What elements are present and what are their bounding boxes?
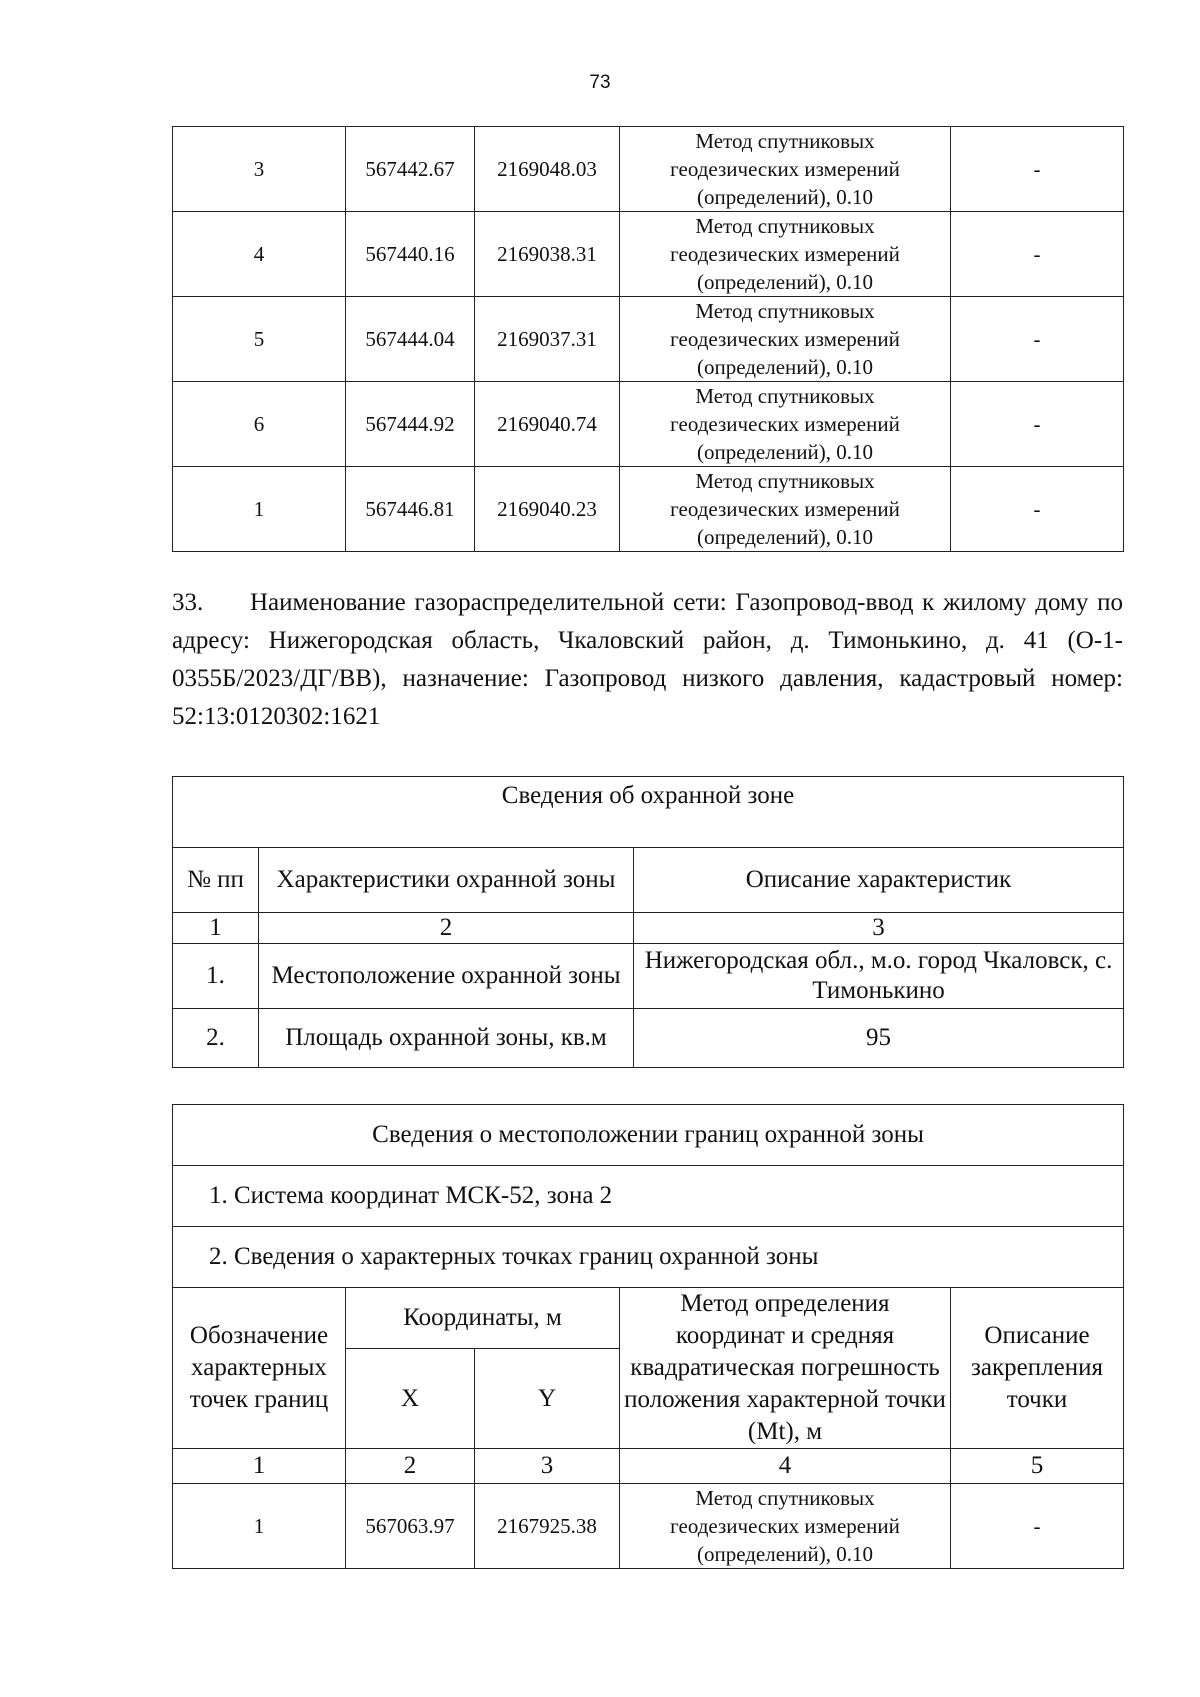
table-row <box>173 1009 1124 1068</box>
header-description: Описание характеристик <box>634 848 1124 913</box>
table-row <box>173 382 1124 467</box>
col-number: 1 <box>173 1449 346 1484</box>
point-cell: 3 <box>173 127 346 212</box>
table-title: Сведения об охранной зоне <box>173 777 1124 848</box>
table-row <box>173 467 1124 552</box>
y-cell: 2169037.31 <box>475 297 620 382</box>
point-cell: 1 <box>173 467 346 552</box>
desc-cell: - <box>951 1484 1124 1569</box>
col-number: 1 <box>173 913 259 944</box>
boundary-table <box>172 1104 1124 1569</box>
desc-cell: - <box>951 127 1124 212</box>
method-cell: Метод спутниковых геодезических измерений (определений), 0.10 <box>620 382 951 467</box>
row-value: Нижегородская обл., м.о. город Чкаловск, с. Тимонькино <box>634 944 1124 1009</box>
header-number: № пп <box>173 848 259 913</box>
y-cell: 2169048.03 <box>475 127 620 212</box>
section-text: Наименование газораспределительной сети: Газопровод-ввод к жилому дому по адресу: Нижегородская область, Чкаловский район, д. Тимонькино, д. 41 (О-1-0355Б/2023/ДГ/ВВ), назначение: Газопровод низкого давления, кадастровый номер: 52:13:0120302:1621 <box>172 589 1123 730</box>
row-value: 95 <box>634 1009 1124 1068</box>
header-coordinates: Координаты, м <box>346 1288 620 1349</box>
point-cell: 5 <box>173 297 346 382</box>
y-cell: 2167925.38 <box>475 1484 620 1569</box>
table-row <box>173 297 1124 382</box>
desc-cell: - <box>951 467 1124 552</box>
y-cell: 2169038.31 <box>475 212 620 297</box>
point-cell: 6 <box>173 382 346 467</box>
section-paragraph <box>172 584 1123 736</box>
section-number: 33. <box>172 589 204 616</box>
header-x: X <box>346 1349 475 1449</box>
header-point: Обозначение характерных точек границ <box>173 1288 346 1449</box>
header-characteristics: Характеристики охранной зоны <box>259 848 634 913</box>
y-cell: 2169040.23 <box>475 467 620 552</box>
x-cell: 567063.97 <box>346 1484 475 1569</box>
point-cell: 1 <box>173 1484 346 1569</box>
x-cell: 567444.04 <box>346 297 475 382</box>
point-cell: 4 <box>173 212 346 297</box>
page-number: 73 <box>589 72 611 93</box>
method-cell: Метод спутниковых геодезических измерений (определений), 0.10 <box>620 297 951 382</box>
coordinate-system: 1. Система координат МСК-52, зона 2 <box>173 1166 1124 1227</box>
table-row <box>173 127 1124 212</box>
table-row <box>173 944 1124 1009</box>
col-number: 5 <box>951 1449 1124 1484</box>
protection-zone-table <box>172 776 1124 1068</box>
x-cell: 567442.67 <box>346 127 475 212</box>
coordinates-table-continued <box>172 126 1124 552</box>
method-cell: Метод спутниковых геодезических измерений (определений), 0.10 <box>620 1484 951 1569</box>
table-row <box>173 1484 1124 1569</box>
points-title: 2. Сведения о характерных точках границ охранной зоны <box>173 1227 1124 1288</box>
y-cell: 2169040.74 <box>475 382 620 467</box>
col-number: 2 <box>346 1449 475 1484</box>
desc-cell: - <box>951 297 1124 382</box>
row-name: Площадь охранной зоны, кв.м <box>259 1009 634 1068</box>
row-number: 1. <box>173 944 259 1009</box>
header-method: Метод определения координат и средняя квадратическая погрешность положения характерной точки (Mt), м <box>620 1288 951 1449</box>
table-row <box>173 212 1124 297</box>
table-title: Сведения о местоположении границ охранной зоны <box>173 1105 1124 1166</box>
method-cell: Метод спутниковых геодезических измерений (определений), 0.10 <box>620 467 951 552</box>
col-number: 2 <box>259 913 634 944</box>
header-y: Y <box>475 1349 620 1449</box>
row-name: Местоположение охранной зоны <box>259 944 634 1009</box>
col-number: 4 <box>620 1449 951 1484</box>
x-cell: 567444.92 <box>346 382 475 467</box>
method-cell: Метод спутниковых геодезических измерений (определений), 0.10 <box>620 212 951 297</box>
row-number: 2. <box>173 1009 259 1068</box>
desc-cell: - <box>951 382 1124 467</box>
header-description: Описание закрепления точки <box>951 1288 1124 1449</box>
x-cell: 567446.81 <box>346 467 475 552</box>
col-number: 3 <box>475 1449 620 1484</box>
x-cell: 567440.16 <box>346 212 475 297</box>
desc-cell: - <box>951 212 1124 297</box>
method-cell: Метод спутниковых геодезических измерений (определений), 0.10 <box>620 127 951 212</box>
col-number: 3 <box>634 913 1124 944</box>
